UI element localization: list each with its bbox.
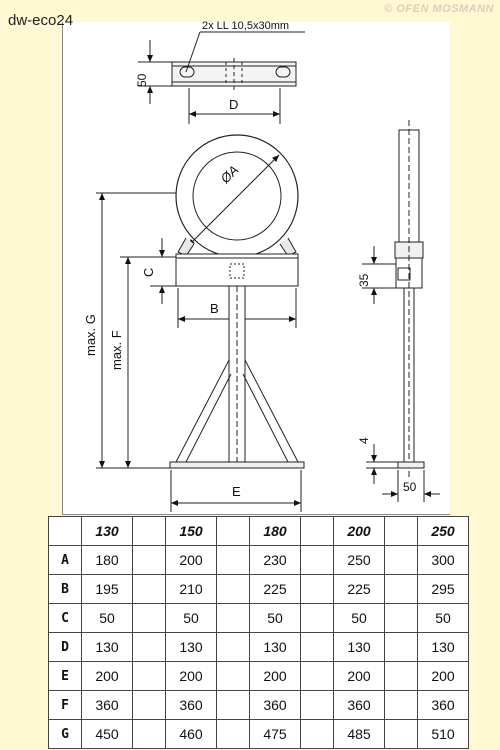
table-cell: 360 [250, 691, 301, 720]
table-cell: 360 [166, 691, 217, 720]
side-view [362, 120, 440, 502]
table-cell: 130 [166, 633, 217, 662]
base-thickness-label: 4 [357, 437, 371, 444]
column-header: 180 [250, 517, 301, 546]
table-cell: 180 [82, 546, 133, 575]
table-cell: 460 [166, 720, 217, 749]
table-cell: 130 [250, 633, 301, 662]
product-code: dw-eco24 [8, 12, 74, 29]
dimension-table [48, 516, 469, 749]
table-cell: 230 [250, 546, 301, 575]
table-cell: 475 [250, 720, 301, 749]
table-cell: 200 [334, 662, 385, 691]
table-cell: 50 [418, 604, 469, 633]
dimension-e-label: E [232, 484, 241, 499]
row-label: C [49, 604, 82, 633]
table-cell: 50 [250, 604, 301, 633]
top-view-plate [138, 32, 305, 124]
side-width-label: 50 [403, 480, 417, 494]
column-header: 250 [418, 517, 469, 546]
column-header: 200 [334, 517, 385, 546]
table-cell: 250 [334, 546, 385, 575]
front-view-stand [96, 193, 304, 512]
table-cell: 130 [418, 633, 469, 662]
table-row [49, 604, 469, 633]
table-cell: 130 [82, 633, 133, 662]
table-cell: 360 [418, 691, 469, 720]
copyright-watermark: © OFEN MOSMANN [384, 3, 494, 15]
table-cell: 200 [418, 662, 469, 691]
dimension-g-label: max. G [83, 314, 98, 356]
table-cell: 360 [82, 691, 133, 720]
front-view-bracket-head [120, 238, 298, 328]
dimension-d-label: D [229, 97, 239, 112]
table-cell: 510 [418, 720, 469, 749]
row-label: F [49, 691, 82, 720]
table-cell: 200 [166, 546, 217, 575]
table-cell: 130 [334, 633, 385, 662]
table-cell: 225 [250, 575, 301, 604]
dimension-c-label: C [141, 267, 156, 277]
table-cell: 210 [166, 575, 217, 604]
table-row [49, 546, 469, 575]
table-cell: 200 [82, 662, 133, 691]
row-label: D [49, 633, 82, 662]
side-height-label: 35 [357, 273, 371, 287]
table-row [49, 633, 469, 662]
table-cell: 50 [82, 604, 133, 633]
table-cell: 360 [334, 691, 385, 720]
plate-height-label: 50 [135, 73, 149, 87]
table-cell: 225 [334, 575, 385, 604]
column-header: 130 [82, 517, 133, 546]
table-cell: 195 [82, 575, 133, 604]
table-cell: 450 [82, 720, 133, 749]
table-row [49, 720, 469, 749]
front-view-clamp [176, 135, 298, 257]
table-cell: 300 [418, 546, 469, 575]
table-row [49, 662, 469, 691]
column-header: 150 [166, 517, 217, 546]
table-cell: 485 [334, 720, 385, 749]
table-cell: 200 [250, 662, 301, 691]
row-label: G [49, 720, 82, 749]
row-label: A [49, 546, 82, 575]
table-row [49, 575, 469, 604]
table-header-row [49, 517, 469, 546]
slot-note-label: 2x LL 10,5x30mm [202, 20, 290, 32]
table-cell: 50 [166, 604, 217, 633]
row-label: B [49, 575, 82, 604]
dimension-f-label: max. F [109, 330, 124, 370]
dimension-a-label: ØA [217, 162, 242, 187]
table-cell: 200 [166, 662, 217, 691]
table-cell: 295 [418, 575, 469, 604]
table-cell: 50 [334, 604, 385, 633]
dimension-b-label: B [210, 301, 219, 316]
row-label: E [49, 662, 82, 691]
table-row [49, 691, 469, 720]
